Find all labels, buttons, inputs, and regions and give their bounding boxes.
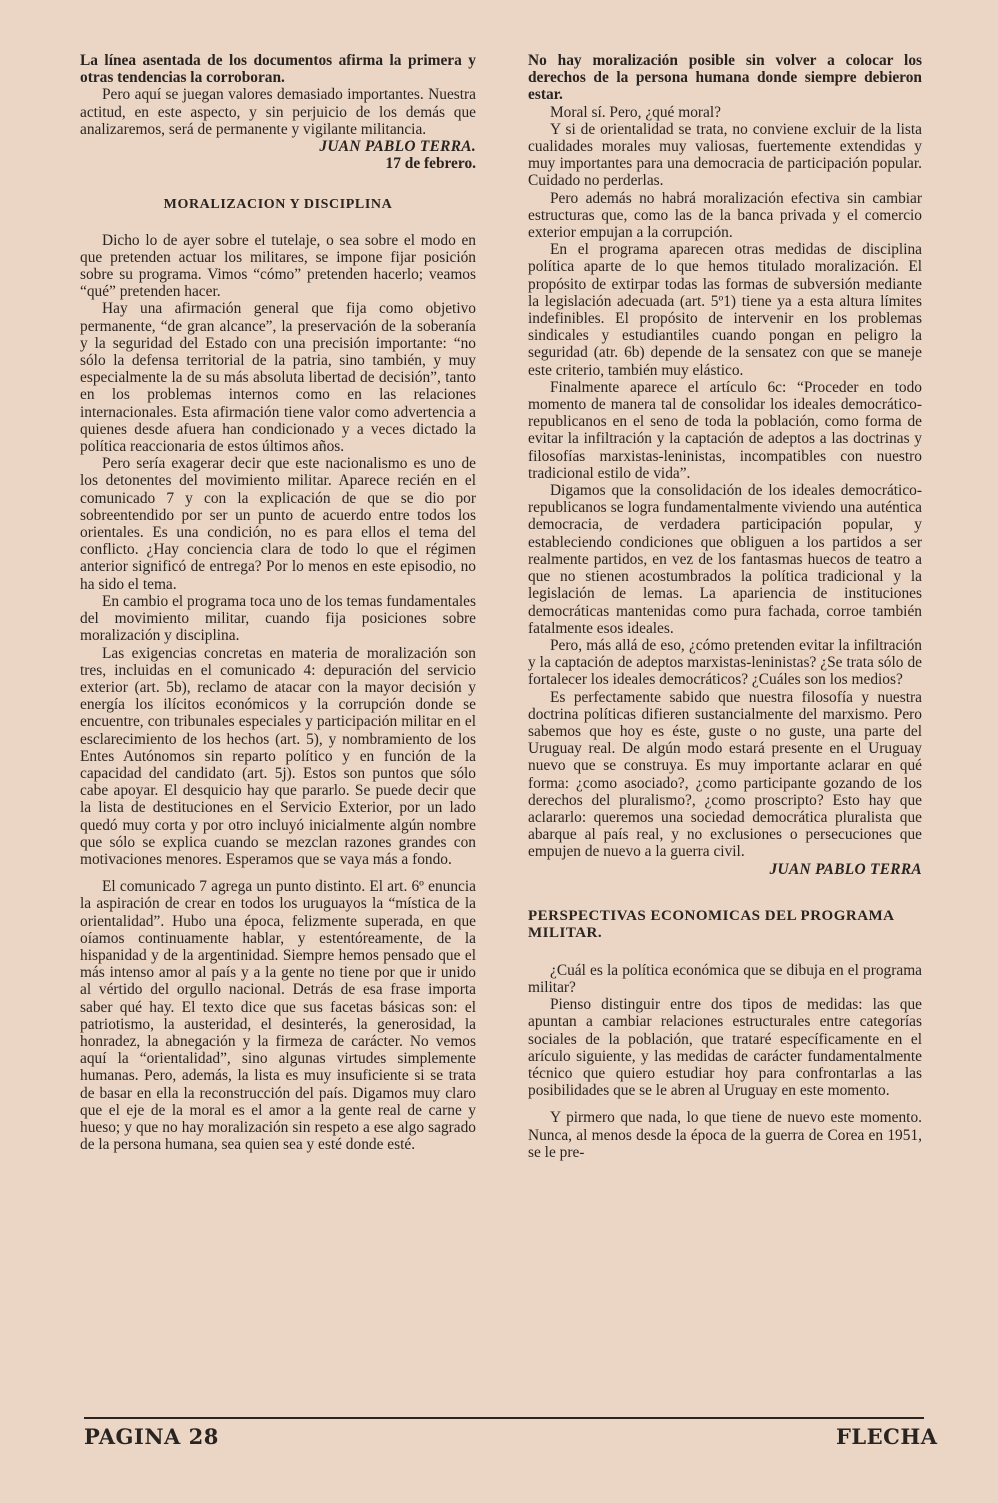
- paragraph: Pero además no habrá moralización efectiva sin cambiar estructuras que, como las de la banca privada y el comercio exterior empujan a la corrupción.: [528, 189, 922, 242]
- paragraph: No hay moralización posible sin volver a colocar los derechos de la persona humana donde siempre debieron estar.: [528, 52, 922, 104]
- footer-rule: [84, 1417, 924, 1419]
- paragraph: En cambio el programa toca uno de los temas fundamentales del movimiento militar, cuando fija posiciones sobre moralización y disciplina.: [80, 592, 476, 645]
- section-heading: MORALIZACION Y DISCIPLINA: [163, 197, 393, 213]
- publication-name: FLECHA: [836, 1424, 938, 1449]
- paragraph: Las exigencias concretas en materia de moralización son tres, incluidas en el comunicado 4: depuración del servicio exterior (art. 5b), reclamo de atacar con la mayor decisión y energía los ilícitos económicos y la corrupción donde se encuentre, con tribunales especiales y participación militar en el esclarecimiento de los hechos (art. 5), y nombramiento de los Entes Autónomos sin reparto político y en función de la capacidad del candidato (art. 5j). Estos son puntos que sólo cabe apoyar. El desquicio hay que pararlo. Se puede decir que la lista de destituciones en el Servicio Exterior, por un lado quedó muy corta y por otro incluyó inicialmente algún nombre que sólo se explica cuando se mezclan razones grandes con motivaciones menores. Esperamos que se vaya más a fondo.: [80, 644, 476, 868]
- paragraph: Digamos que la consolidación de los ideales democrático-republicanos se logra fundamentalmente viviendo una auténtica democracia, de verdadera participación popular, y estableciendo condiciones que obliguen a los partidos a ser realmente partidos, en vez de los fantasmas huecos de teatro a que no stienen acostumbrados la política tradicional y la legislación de lemas. La apariencia de instituciones democráticas mantenidas como pura fachada, corroe también fatalmente esos ideales.: [528, 482, 922, 637]
- paragraph: Dicho lo de ayer sobre el tutelaje, o sea sobre el modo en que pretenden actuar los militares, se impone fijar posición sobre su programa. Vimos “cómo” pretenden hacerlo; veamos “qué” pretenden hacer.: [80, 231, 476, 301]
- paragraph: La línea asentada de los documentos afirma la primera y otras tendencias la corroboran.: [80, 52, 476, 87]
- paragraph: ¿Cuál es la política económica que se dibuja en el programa militar?: [528, 961, 922, 996]
- paragraph: Pero aquí se juegan valores demasiado importantes. Nuestra actitud, en este aspecto, y sin perjuicio de los demás que analizaremos, será de permanente y vigilante militancia.: [80, 86, 476, 138]
- paragraph: Y si de orientalidad se trata, no conviene excluir de la lista cualidades morales muy valiosas, fuertemente extendidas y muy importantes para una democracia de participación popular. Cuidado no perderlas.: [528, 120, 922, 190]
- paragraph: En el programa aparecen otras medidas de disciplina política aparte de lo que hemos titulado moralización. El propósito de extirpar todas las formas de subversión mediante la legislación adecuada (art. 5º1) tiene ya a esta altura límites indefinibles. El propósito de intervenir en los problemas sindicales y estudiantiles cuando pongan en peligro la seguridad (atr. 6b) depende de la sensatez con que se maneje este criterio, también muy elástico.: [528, 241, 922, 379]
- date-line: 17 de febrero.: [385, 155, 476, 173]
- right-column: [528, 52, 922, 1161]
- section-heading: PERSPECTIVAS ECONOMICAS DEL PROGRAMA MILITAR.: [528, 907, 894, 941]
- paragraph: Es perfectamente sabido que nuestra filosofía y nuestra doctrina políticas difieren sustancialmente del marxismo. Pero sabemos que hoy es éste, guste o no guste, una parte del Uruguay real. De algún modo estará presente en el Uruguay nuevo que se construya. Es muy importante aclarar en qué forma: ¿como asociado?, ¿como participante gozando de los derechos del pluralismo?, ¿como proscripto? Esto hay que aclararlo: queremos una sociedad democrática pluralista que abarque al país real, y no exclusiones o persecuciones que empujen de nuevo a la guerra civil.: [528, 688, 922, 861]
- paragraph: Pero, más allá de eso, ¿cómo pretenden evitar la infiltración y la captación de adeptos marxistas-leninistas? ¿Se trata sólo de fortalecer los ideales democráticos? ¿Cuáles son los medios?: [528, 636, 922, 689]
- paragraph: Moral sí. Pero, ¿qué moral?: [550, 103, 721, 121]
- paragraph: Pero sería exagerar decir que este nacionalismo es uno de los detonentes del movimiento militar. Aparece recién en el comunicado 7 y con la explicación de que se dio por sobreentendido por ser un punto de acuerdo entre todos los orientales. Es una condición, no es para ellos el tema del conflicto. ¿Hay conciencia clara de todo lo que el régimen anterior significó de entrega? Por lo menos en este episodio, no ha sido el tema.: [80, 455, 476, 593]
- left-column: [80, 52, 476, 1153]
- paragraph: El comunicado 7 agrega un punto distinto. El art. 6º enuncia la aspiración de crear en todos los uruguayos la “mística de la orientalidad”. Hubo una época, felizmente superada, en que oíamos continuamente hablar, y estentóreamente, de la hispanidad y de la argentinidad. Siempre hemos pensado que el más intenso amor al país y a la gente no tiene por que ir unido al vértido del orgullo nacional. Detrás de esa frase importa saber qué hay. El texto dice que sus facetas básicas son: el patriotismo, la austeridad, el desinterés, la generosidad, la honradez, la abnegación y la firmeza de carácter. No vemos aquí la “orientalidad”, sino algunas virtudes simplemente humanas. Pero, además, la lista es muy insuficiente si se trata de basar en ella la reconstrucción del país. Digamos muy claro que el eje de la moral es el amor a la gente real de carne y hueso; y que no hay moralización sin respeto a ese algo sagrado de la persona humana, sea quien sea y esté donde esté.: [80, 878, 476, 1154]
- author-signature: JUAN PABLO TERRA.: [319, 138, 476, 156]
- page-number: PAGINA 28: [84, 1424, 219, 1449]
- paragraph: Pienso distinguir entre dos tipos de medidas: las que apuntan a cambiar relaciones estructurales entre categorías sociales de la población, que trataré específicamente en el arículo siguiente, y las medidas de carácter fundamentalmente técnico que quiero estudiar hoy para confrontarlas a las posibilidades que se le abren al Uruguay en este momento.: [528, 996, 922, 1100]
- paragraph: Hay una afirmación general que fija como objetivo permanente, “de gran alcance”, la preservación de la soberanía y la seguridad del Estado con una precisión importante: “no sólo la defensa territorial de la patria, sino también, y muy especialmente la de su más absoluta libertad de decisión”, tanto en los problemas internos como en las relaciones internacionales. Esta afirmación tiene valor como advertencia a quienes desde afuera han condicionado y a veces dictado la política reaccionaria de estos últimos años.: [80, 300, 476, 456]
- paragraph: Finalmente aparece el artículo 6c: “Proceder en todo momento de manera tal de consolidar los ideales democrático-republicanos en el seno de toda la población, como forma de evitar la infiltración y la captación de adeptos a las doctrinas y filosofías marxistas-leninistas, incompatibles con nuestro tradicional estilo de vida”.: [528, 378, 922, 482]
- author-signature: JUAN PABLO TERRA: [769, 860, 922, 878]
- paragraph: Y pirmero que nada, lo que tiene de nuevo este momento. Nunca, al menos desde la época de la guerra de Corea en 1951, se le pre-: [528, 1109, 922, 1161]
